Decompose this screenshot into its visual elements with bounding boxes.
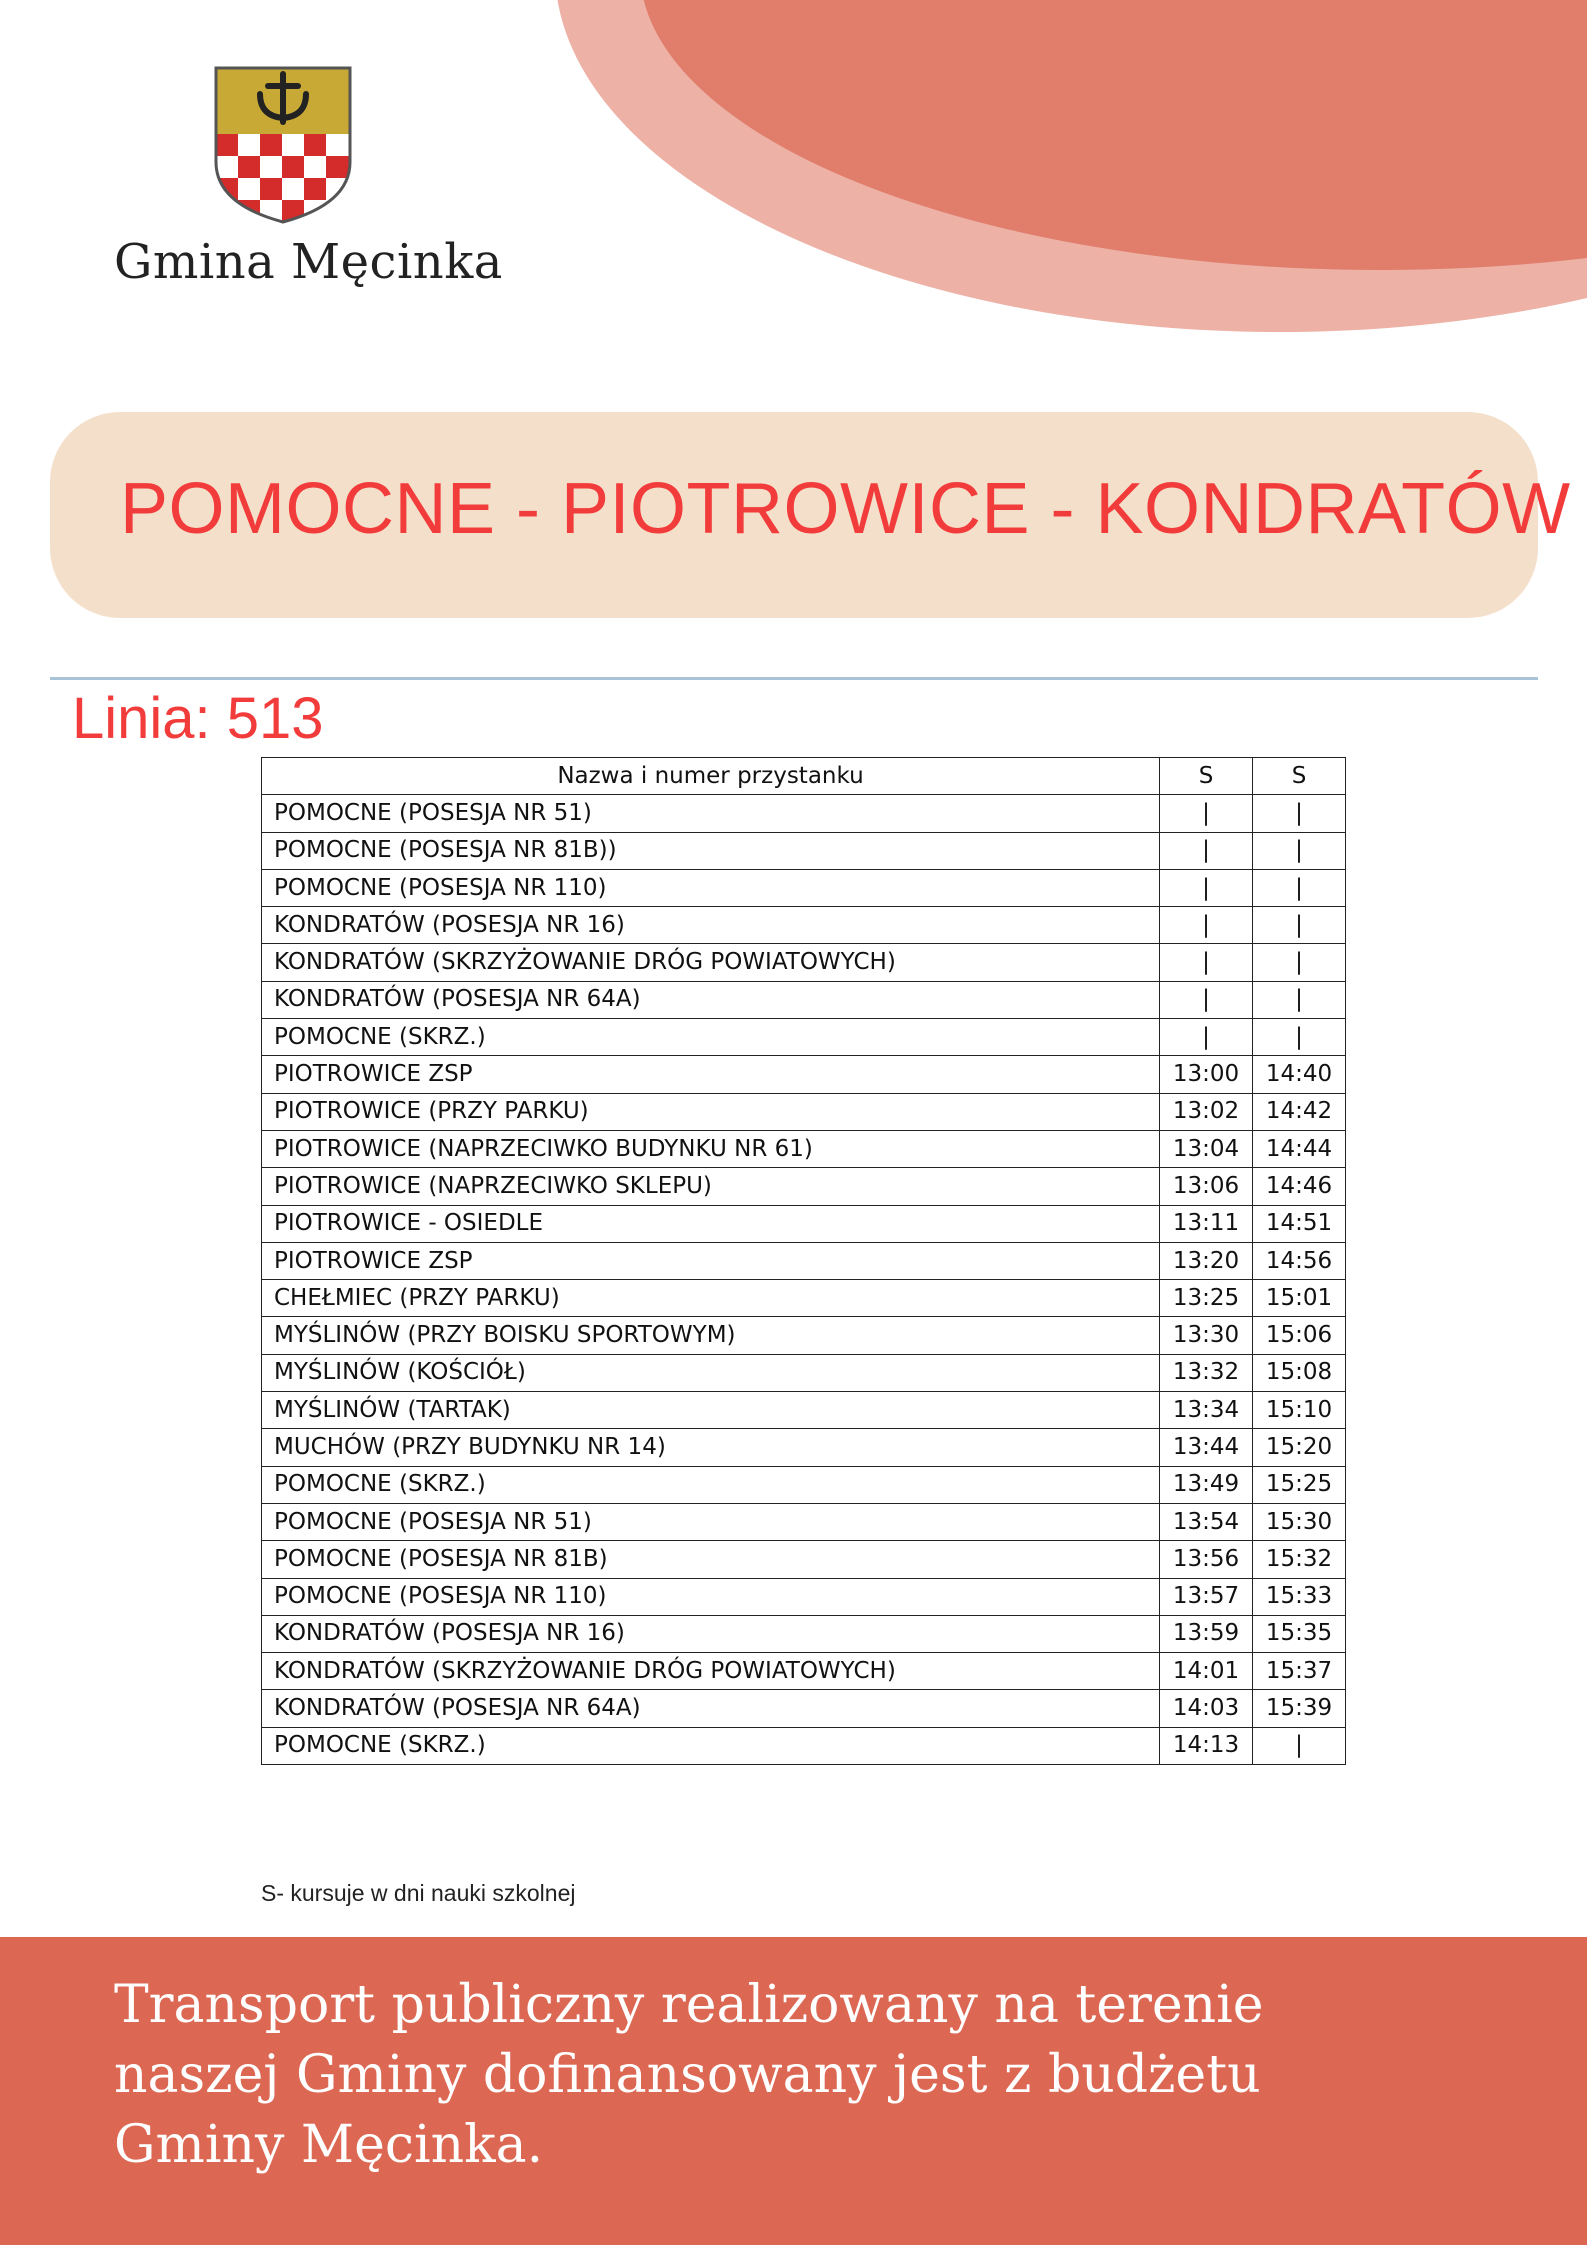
timetable — [261, 757, 1346, 1765]
course-1-time-cell: | — [1160, 981, 1253, 1018]
stop-name-cell: POMOCNE (POSESJA NR 51) — [262, 795, 1160, 832]
course-1-time-cell: 13:32 — [1160, 1354, 1253, 1391]
table-row — [262, 981, 1346, 1018]
stop-name-cell: PIOTROWICE - OSIEDLE — [262, 1205, 1160, 1242]
course-2-time-cell: | — [1253, 944, 1346, 981]
course-2-time-cell: 15:33 — [1253, 1578, 1346, 1615]
course-2-time-cell: 15:20 — [1253, 1429, 1346, 1466]
course-2-time-cell: | — [1253, 1727, 1346, 1764]
stop-name-cell: PIOTROWICE (NAPRZECIWKO BUDYNKU NR 61) — [262, 1130, 1160, 1167]
course-1-time-cell: 13:02 — [1160, 1093, 1253, 1130]
course-2-time-cell: 14:44 — [1253, 1130, 1346, 1167]
legend-note: S- kursuje w dni nauki szkolnej — [261, 1880, 576, 1906]
footer-text — [114, 1970, 1414, 2180]
line-number: Linia: 513 — [72, 686, 324, 751]
course-2-time-cell: | — [1253, 832, 1346, 869]
course-2-time-cell: 15:01 — [1253, 1280, 1346, 1317]
table-row — [262, 1205, 1346, 1242]
table-row — [262, 1019, 1346, 1056]
stop-name-cell: PIOTROWICE (PRZY PARKU) — [262, 1093, 1160, 1130]
course-1-time-cell: | — [1160, 1019, 1253, 1056]
course-2-time-cell: | — [1253, 907, 1346, 944]
course-2-time-cell: 14:51 — [1253, 1205, 1346, 1242]
stop-name-cell: KONDRATÓW (POSESJA NR 16) — [262, 1615, 1160, 1652]
table-row — [262, 1242, 1346, 1279]
course-1-time-cell: 13:04 — [1160, 1130, 1253, 1167]
course-1-time-cell: | — [1160, 944, 1253, 981]
table-row — [262, 1578, 1346, 1615]
course-1-time-cell: 13:54 — [1160, 1503, 1253, 1540]
gmina-name: Gmina Męcinka — [114, 234, 503, 290]
stop-name-cell: MYŚLINÓW (PRZY BOISKU SPORTOWYM) — [262, 1317, 1160, 1354]
course-1-time-cell: 14:13 — [1160, 1727, 1253, 1764]
stop-name-cell: CHEŁMIEC (PRZY PARKU) — [262, 1280, 1160, 1317]
table-row — [262, 1056, 1346, 1093]
course-1-time-cell: 13:49 — [1160, 1466, 1253, 1503]
stop-name-cell: POMOCNE (POSESJA NR 110) — [262, 1578, 1160, 1615]
stop-name-cell: KONDRATÓW (POSESJA NR 64A) — [262, 1690, 1160, 1727]
table-row — [262, 1093, 1346, 1130]
timetable-header-row — [262, 758, 1346, 795]
course-2-time-cell: | — [1253, 869, 1346, 906]
course-2-time-cell: 15:08 — [1253, 1354, 1346, 1391]
course-1-time-cell: 13:11 — [1160, 1205, 1253, 1242]
table-row — [262, 944, 1346, 981]
route-title: POMOCNE - PIOTROWICE - KONDRATÓW — [120, 469, 1571, 549]
course-2-time-cell: 14:46 — [1253, 1168, 1346, 1205]
course-1-time-cell: 13:44 — [1160, 1429, 1253, 1466]
course-1-time-cell: | — [1160, 869, 1253, 906]
course-1-time-cell: 13:56 — [1160, 1541, 1253, 1578]
stop-name-cell: MUCHÓW (PRZY BUDYNKU NR 14) — [262, 1429, 1160, 1466]
course-2-time-cell: 15:30 — [1253, 1503, 1346, 1540]
table-row — [262, 1429, 1346, 1466]
stop-name-cell: POMOCNE (SKRZ.) — [262, 1019, 1160, 1056]
course-2-time-cell: | — [1253, 981, 1346, 1018]
stop-name-cell: MYŚLINÓW (TARTAK) — [262, 1392, 1160, 1429]
timetable-body — [262, 795, 1346, 1765]
stop-name-cell: PIOTROWICE (NAPRZECIWKO SKLEPU) — [262, 1168, 1160, 1205]
course-2-time-cell: | — [1253, 795, 1346, 832]
table-row — [262, 1615, 1346, 1652]
header-course-1: S — [1160, 758, 1253, 795]
stop-name-cell: POMOCNE (POSESJA NR 51) — [262, 1503, 1160, 1540]
course-2-time-cell: 15:06 — [1253, 1317, 1346, 1354]
course-1-time-cell: | — [1160, 832, 1253, 869]
course-2-time-cell: 14:56 — [1253, 1242, 1346, 1279]
table-row — [262, 1690, 1346, 1727]
course-2-time-cell: 15:25 — [1253, 1466, 1346, 1503]
stop-name-cell: KONDRATÓW (SKRZYŻOWANIE DRÓG POWIATOWYCH) — [262, 1653, 1160, 1690]
table-row — [262, 1354, 1346, 1391]
course-1-time-cell: 13:06 — [1160, 1168, 1253, 1205]
course-1-time-cell: 13:25 — [1160, 1280, 1253, 1317]
course-1-time-cell: 14:01 — [1160, 1653, 1253, 1690]
course-2-time-cell: 14:40 — [1253, 1056, 1346, 1093]
course-1-time-cell: 14:03 — [1160, 1690, 1253, 1727]
course-2-time-cell: 15:37 — [1253, 1653, 1346, 1690]
table-row — [262, 1653, 1346, 1690]
course-2-time-cell: | — [1253, 1019, 1346, 1056]
footer-line: Transport publiczny realizowany na terenie — [114, 1975, 1264, 2035]
divider — [50, 677, 1538, 680]
table-row — [262, 1130, 1346, 1167]
table-row — [262, 1503, 1346, 1540]
course-1-time-cell: | — [1160, 907, 1253, 944]
table-row — [262, 1541, 1346, 1578]
footer-line: Gminy Męcinka. — [114, 2115, 544, 2175]
stop-name-cell: KONDRATÓW (SKRZYŻOWANIE DRÓG POWIATOWYCH) — [262, 944, 1160, 981]
stop-name-cell: KONDRATÓW (POSESJA NR 64A) — [262, 981, 1160, 1018]
table-row — [262, 1280, 1346, 1317]
course-2-time-cell: 15:35 — [1253, 1615, 1346, 1652]
stop-name-cell: MYŚLINÓW (KOŚCIÓŁ) — [262, 1354, 1160, 1391]
stop-name-cell: POMOCNE (POSESJA NR 81B)) — [262, 832, 1160, 869]
course-1-time-cell: 13:57 — [1160, 1578, 1253, 1615]
table-row — [262, 1392, 1346, 1429]
course-1-time-cell: 13:00 — [1160, 1056, 1253, 1093]
footer-line: naszej Gminy dofinansowany jest z budżetu — [114, 2045, 1261, 2105]
course-1-time-cell: 13:20 — [1160, 1242, 1253, 1279]
table-row — [262, 795, 1346, 832]
course-1-time-cell: | — [1160, 795, 1253, 832]
coat-of-arms-icon — [212, 64, 354, 224]
stop-name-cell: POMOCNE (POSESJA NR 81B) — [262, 1541, 1160, 1578]
header-course-2: S — [1253, 758, 1346, 795]
course-2-time-cell: 15:32 — [1253, 1541, 1346, 1578]
table-row — [262, 1466, 1346, 1503]
table-row — [262, 1727, 1346, 1764]
stop-name-cell: POMOCNE (SKRZ.) — [262, 1727, 1160, 1764]
course-2-time-cell: 15:39 — [1253, 1690, 1346, 1727]
course-2-time-cell: 14:42 — [1253, 1093, 1346, 1130]
stop-name-cell: POMOCNE (POSESJA NR 110) — [262, 869, 1160, 906]
course-1-time-cell: 13:34 — [1160, 1392, 1253, 1429]
course-1-time-cell: 13:59 — [1160, 1615, 1253, 1652]
header-stop-name: Nazwa i numer przystanku — [262, 758, 1160, 795]
stop-name-cell: PIOTROWICE ZSP — [262, 1056, 1160, 1093]
table-row — [262, 832, 1346, 869]
table-row — [262, 907, 1346, 944]
table-row — [262, 869, 1346, 906]
course-2-time-cell: 15:10 — [1253, 1392, 1346, 1429]
stop-name-cell: POMOCNE (SKRZ.) — [262, 1466, 1160, 1503]
stop-name-cell: PIOTROWICE ZSP — [262, 1242, 1160, 1279]
stop-name-cell: KONDRATÓW (POSESJA NR 16) — [262, 907, 1160, 944]
course-1-time-cell: 13:30 — [1160, 1317, 1253, 1354]
table-row — [262, 1168, 1346, 1205]
table-row — [262, 1317, 1346, 1354]
